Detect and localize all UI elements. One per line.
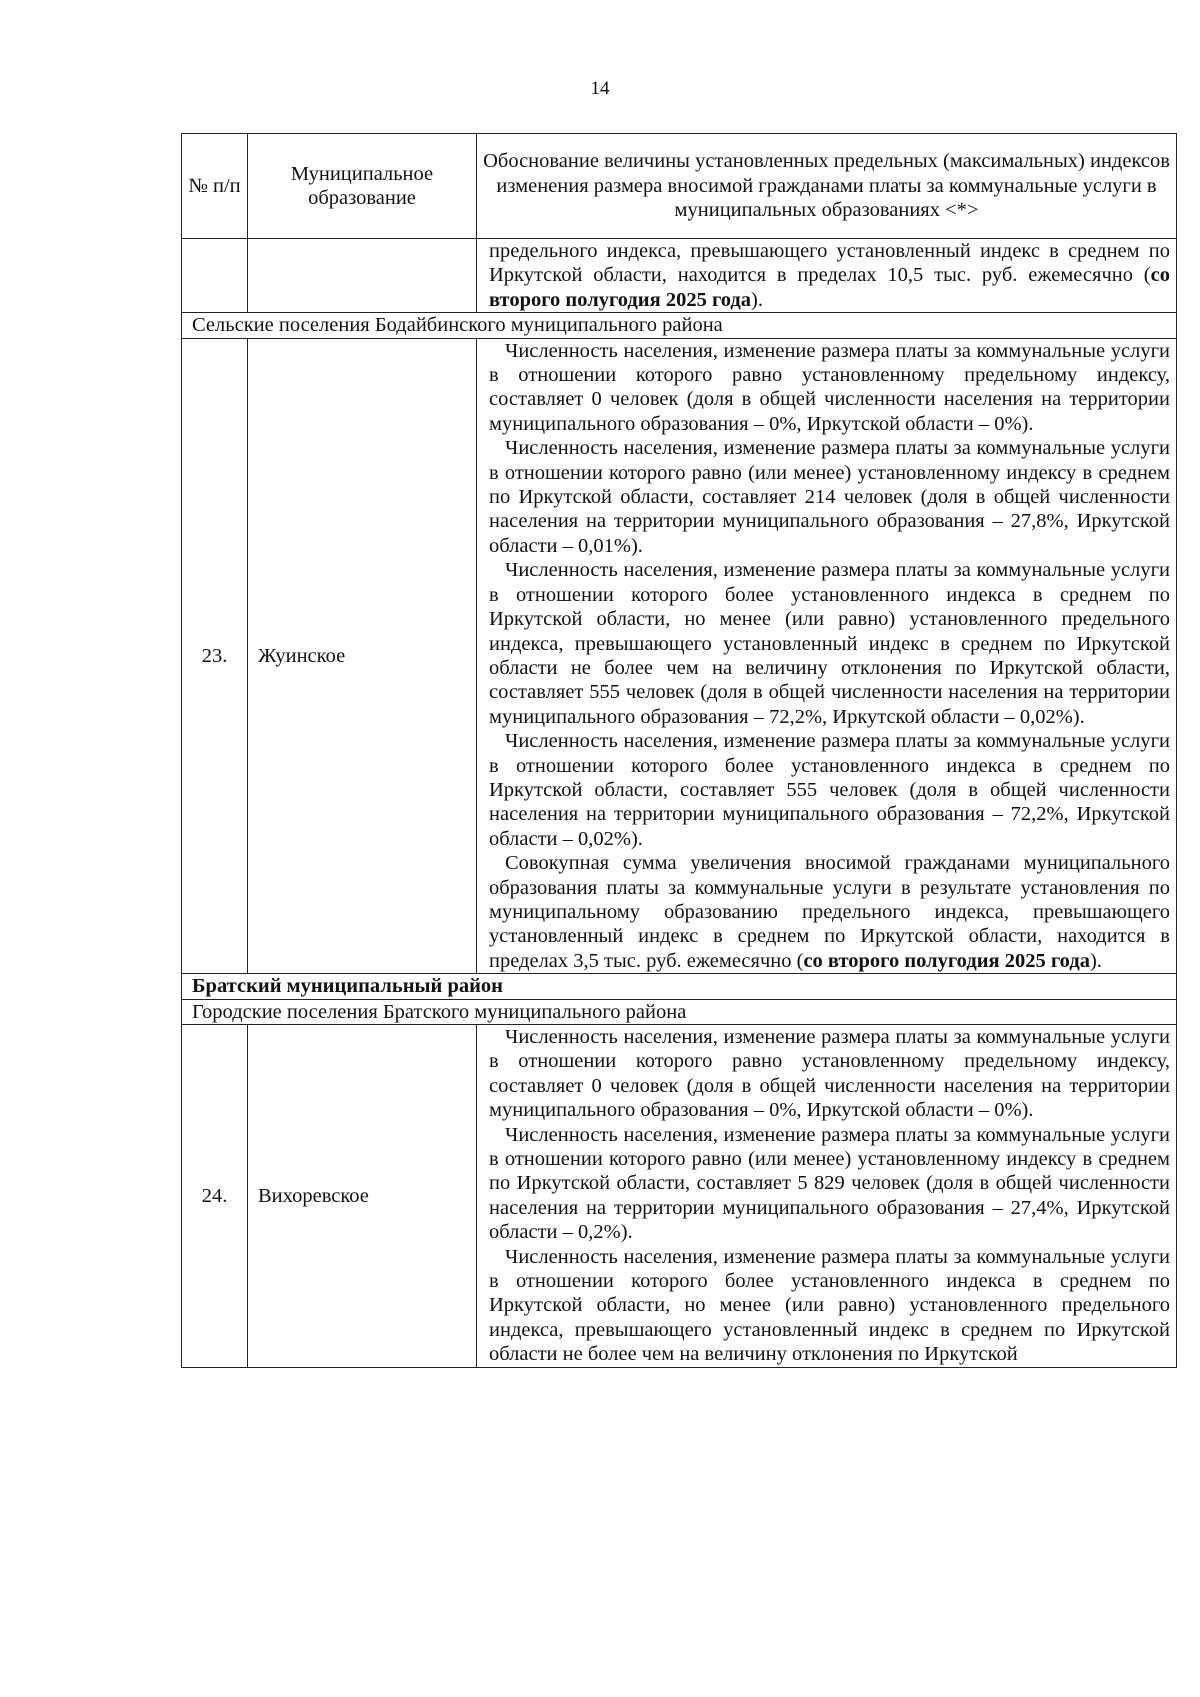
paragraph: Численность населения, изменение размера платы за коммунальные услуги в отношении которого более установленного индекса в среднем по Иркутской области, но менее (или равно) установленного предельного индекса, превышающего установленный индекс в среднем по Иркутской области не более чем на величину отклонения по Иркутской области, составляет 555 человек (доля в общей численности населения на территории муниципального образования – 72,2%, Иркутской области – 0,02%).: [489, 559, 1170, 728]
empty-cell: [182, 239, 248, 313]
row-number: 24.: [182, 1025, 248, 1368]
table-row: [182, 239, 1177, 313]
row-number: 23.: [182, 338, 248, 974]
municipality-name: Вихоревское: [248, 1025, 477, 1368]
continuation-text: предельного индекса, превышающего установленный индекс в среднем по Иркутской области, находится в пределах 10,5 тыс. руб. ежемесячно (со второго полугодия 2025 года).: [489, 240, 1170, 311]
section-row: [182, 999, 1177, 1024]
paragraph: Численность населения, изменение размера платы за коммунальные услуги в отношении которого равно (или менее) установленному индексу в среднем по Иркутской области, составляет 214 человек (доля в общей численности населения на территории муниципального образования – 27,8%, Иркутской области – 0,01%).: [489, 437, 1170, 557]
section-bratsk-urban: Городские поселения Братского муниципального района: [182, 999, 1177, 1024]
paragraph: Численность населения, изменение размера платы за коммунальные услуги в отношении которого более установленного индекса в среднем по Иркутской области, составляет 555 человек (доля в общей численности населения на территории муниципального образования – 72,2%, Иркутской области – 0,02%).: [489, 730, 1170, 850]
paragraph-total: Совокупная сумма увеличения вносимой гражданами муниципального образования платы за коммунальные услуги в результате установления по муниципальному образованию предельного индекса, превышающего установленный индекс в среднем по Иркутской области, находится в пределах 3,5 тыс. руб. ежемесячно (со второго полугодия 2025 года).: [489, 852, 1170, 972]
paragraph: Численность населения, изменение размера платы за коммунальные услуги в отношении которого равно (или менее) установленному индексу в среднем по Иркутской области, составляет 5 829 человек (доля в общей численности населения на территории муниципального образования – 27,4%, Иркутской области – 0,2%).: [489, 1123, 1170, 1244]
paragraph: Численность населения, изменение размера платы за коммунальные услуги в отношении которого более установленного индекса в среднем по Иркутской области, но менее (или равно) установленного предельного индекса, превышающего установленный индекс в среднем по Иркутской области не более чем на величину отклонения по Иркутской: [489, 1245, 1170, 1366]
header-justification: Обоснование величины установленных предельных (максимальных) индексов изменения размера вносимой гражданами платы за коммунальные услуги в муниципальных образованиях <*>: [477, 134, 1177, 239]
paragraph: Численность населения, изменение размера платы за коммунальные услуги в отношении которого равно установленному предельному индексу, составляет 0 человек (доля в общей численности населения на территории муниципального образования – 0%, Иркутской области – 0%).: [489, 1026, 1170, 1122]
justification-cell: [477, 1025, 1177, 1368]
section-bodaibo-rural: Сельские поселения Бодайбинского муниципального района: [182, 313, 1177, 338]
continuation-cell: [477, 239, 1177, 313]
header-num: № п/п: [182, 134, 248, 239]
section-bratsk-district: Братский муниципальный район: [182, 974, 1177, 999]
section-row: [182, 974, 1177, 999]
justification-cell: [477, 338, 1177, 974]
page-number: 14: [590, 78, 610, 99]
table-row-24: [182, 1025, 1177, 1368]
table-header-row: [182, 134, 1177, 239]
table-row-23: [182, 338, 1177, 974]
municipality-name: Жуинское: [248, 338, 477, 974]
header-municipality: Муниципальное образование: [248, 134, 477, 239]
paragraph: Численность населения, изменение размера платы за коммунальные услуги в отношении которого равно установленному предельному индексу, составляет 0 человек (доля в общей численности населения на территории муниципального образования – 0%, Иркутской области – 0%).: [489, 339, 1170, 435]
period-bold: со второго полугодия 2025 года: [489, 264, 1170, 311]
index-justification-table: [181, 133, 1177, 1368]
empty-cell: [248, 239, 477, 313]
section-row: [182, 313, 1177, 338]
period-bold: со второго полугодия 2025 года: [803, 949, 1090, 972]
